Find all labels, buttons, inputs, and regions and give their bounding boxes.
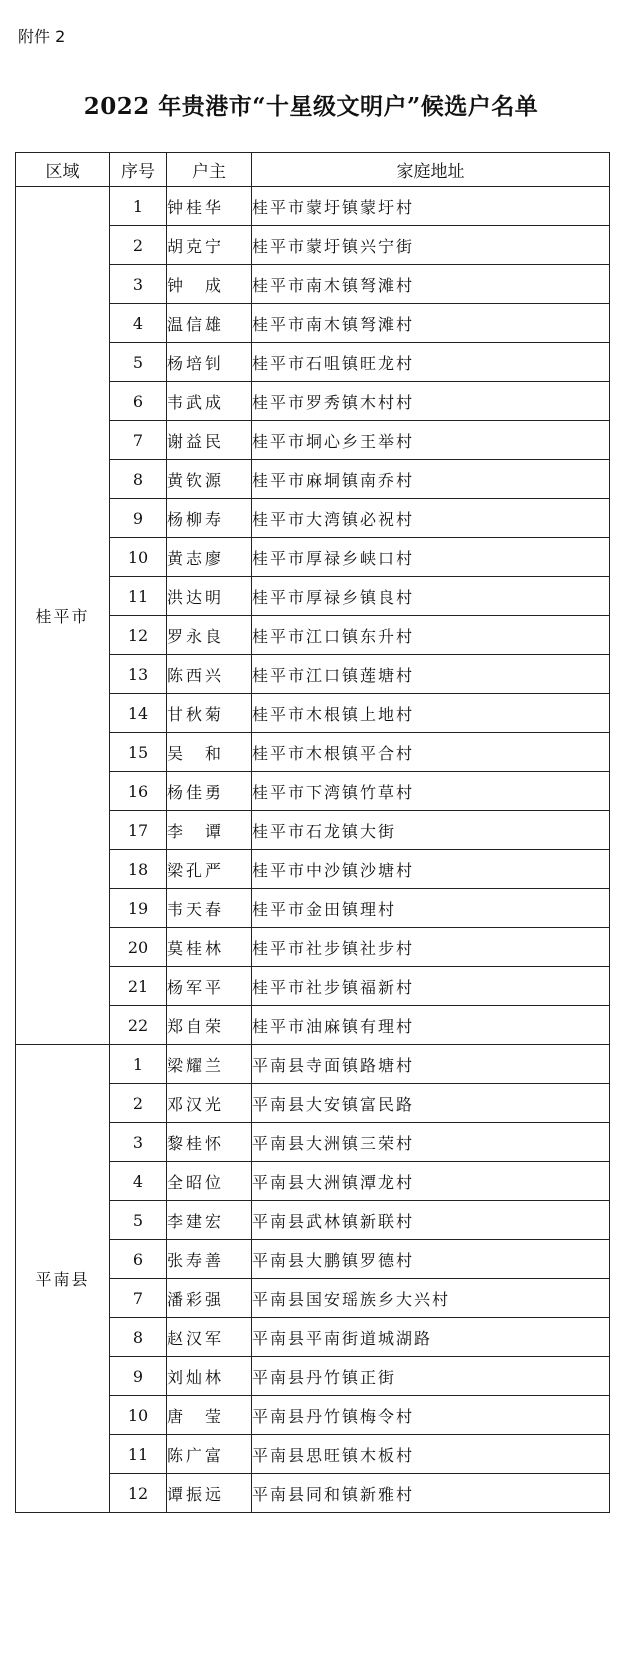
householder-cell: 杨军平 [167, 967, 252, 1006]
serial-cell: 6 [110, 1240, 167, 1279]
address-cell: 桂平市社步镇福新村 [252, 967, 610, 1006]
householder-cell: 邓汉光 [167, 1084, 252, 1123]
address-cell: 平南县大洲镇潭龙村 [252, 1162, 610, 1201]
householder-cell: 陈广富 [167, 1435, 252, 1474]
serial-cell: 4 [110, 1162, 167, 1201]
householder-cell: 赵汉军 [167, 1318, 252, 1357]
table-body [16, 187, 610, 1513]
address-cell: 桂平市麻垌镇南乔村 [252, 460, 610, 499]
address-cell: 桂平市金田镇理村 [252, 889, 610, 928]
address-cell: 桂平市中沙镇沙塘村 [252, 850, 610, 889]
householder-cell: 杨佳勇 [167, 772, 252, 811]
header-address: 家庭地址 [252, 153, 610, 187]
householder-cell: 温信雄 [167, 304, 252, 343]
address-cell: 平南县国安瑶族乡大兴村 [252, 1279, 610, 1318]
address-cell: 桂平市社步镇社步村 [252, 928, 610, 967]
address-cell: 平南县武林镇新联村 [252, 1201, 610, 1240]
header-serial: 序号 [110, 153, 167, 187]
householder-cell: 杨柳寿 [167, 499, 252, 538]
householder-cell: 黄钦源 [167, 460, 252, 499]
householder-cell: 洪达明 [167, 577, 252, 616]
address-cell: 桂平市厚禄乡峡口村 [252, 538, 610, 577]
householder-cell: 谭振远 [167, 1474, 252, 1513]
serial-cell: 19 [110, 889, 167, 928]
address-cell: 平南县思旺镇木板村 [252, 1435, 610, 1474]
serial-cell: 18 [110, 850, 167, 889]
serial-cell: 7 [110, 1279, 167, 1318]
address-cell: 桂平市江口镇莲塘村 [252, 655, 610, 694]
serial-cell: 8 [110, 1318, 167, 1357]
householder-cell: 谢益民 [167, 421, 252, 460]
serial-cell: 12 [110, 616, 167, 655]
householder-cell: 唐 莹 [167, 1396, 252, 1435]
householder-cell: 杨培钊 [167, 343, 252, 382]
table-header-row [16, 153, 610, 187]
serial-cell: 3 [110, 1123, 167, 1162]
householder-cell: 罗永良 [167, 616, 252, 655]
serial-cell: 4 [110, 304, 167, 343]
table-row [16, 187, 610, 226]
householder-cell: 李 谭 [167, 811, 252, 850]
region-cell: 桂平市 [16, 187, 110, 1045]
serial-cell: 16 [110, 772, 167, 811]
address-cell: 平南县丹竹镇梅令村 [252, 1396, 610, 1435]
document-title: 2022 年贵港市“十星级文明户”候选户名单 [83, 93, 539, 120]
address-cell: 桂平市石咀镇旺龙村 [252, 343, 610, 382]
address-cell: 平南县丹竹镇正街 [252, 1357, 610, 1396]
serial-cell: 12 [110, 1474, 167, 1513]
address-cell: 桂平市江口镇东升村 [252, 616, 610, 655]
header-region: 区域 [16, 153, 110, 187]
address-cell: 平南县大洲镇三荣村 [252, 1123, 610, 1162]
householder-cell: 梁孔严 [167, 850, 252, 889]
address-cell: 桂平市木根镇平合村 [252, 733, 610, 772]
address-cell: 桂平市蒙圩镇兴宁街 [252, 226, 610, 265]
serial-cell: 20 [110, 928, 167, 967]
serial-cell: 1 [110, 1045, 167, 1084]
householder-cell: 甘秋菊 [167, 694, 252, 733]
address-cell: 桂平市下湾镇竹草村 [252, 772, 610, 811]
serial-cell: 5 [110, 1201, 167, 1240]
address-cell: 桂平市石龙镇大街 [252, 811, 610, 850]
address-cell: 桂平市厚禄乡镇良村 [252, 577, 610, 616]
serial-cell: 9 [110, 1357, 167, 1396]
serial-cell: 1 [110, 187, 167, 226]
region-cell: 平南县 [16, 1045, 110, 1513]
serial-cell: 13 [110, 655, 167, 694]
householder-cell: 韦天春 [167, 889, 252, 928]
serial-cell: 22 [110, 1006, 167, 1045]
serial-cell: 21 [110, 967, 167, 1006]
householder-cell: 黎桂怀 [167, 1123, 252, 1162]
address-cell: 平南县大鹏镇罗德村 [252, 1240, 610, 1279]
serial-cell: 3 [110, 265, 167, 304]
address-cell: 桂平市南木镇弩滩村 [252, 265, 610, 304]
householder-cell: 张寿善 [167, 1240, 252, 1279]
address-cell: 平南县大安镇富民路 [252, 1084, 610, 1123]
serial-cell: 2 [110, 226, 167, 265]
serial-cell: 15 [110, 733, 167, 772]
householder-cell: 刘灿林 [167, 1357, 252, 1396]
serial-cell: 10 [110, 1396, 167, 1435]
householder-cell: 钟 成 [167, 265, 252, 304]
householder-cell: 钟桂华 [167, 187, 252, 226]
table-row [16, 1045, 610, 1084]
householder-cell: 全昭位 [167, 1162, 252, 1201]
serial-cell: 5 [110, 343, 167, 382]
serial-cell: 11 [110, 577, 167, 616]
candidate-table [15, 152, 610, 1513]
address-cell: 桂平市垌心乡王举村 [252, 421, 610, 460]
householder-cell: 吴 和 [167, 733, 252, 772]
householder-cell: 韦武成 [167, 382, 252, 421]
address-cell: 桂平市南木镇弩滩村 [252, 304, 610, 343]
address-cell: 平南县平南街道城湖路 [252, 1318, 610, 1357]
address-cell: 桂平市木根镇上地村 [252, 694, 610, 733]
householder-cell: 李建宏 [167, 1201, 252, 1240]
address-cell: 桂平市蒙圩镇蒙圩村 [252, 187, 610, 226]
address-cell: 平南县寺面镇路塘村 [252, 1045, 610, 1084]
householder-cell: 潘彩强 [167, 1279, 252, 1318]
householder-cell: 郑自荣 [167, 1006, 252, 1045]
householder-cell: 胡克宁 [167, 226, 252, 265]
address-cell: 平南县同和镇新雅村 [252, 1474, 610, 1513]
address-cell: 桂平市油麻镇有理村 [252, 1006, 610, 1045]
householder-cell: 黄志廖 [167, 538, 252, 577]
householder-cell: 梁耀兰 [167, 1045, 252, 1084]
attachment-label: 附件 2 [18, 27, 66, 46]
serial-cell: 8 [110, 460, 167, 499]
householder-cell: 莫桂林 [167, 928, 252, 967]
serial-cell: 6 [110, 382, 167, 421]
serial-cell: 17 [110, 811, 167, 850]
serial-cell: 7 [110, 421, 167, 460]
serial-cell: 10 [110, 538, 167, 577]
address-cell: 桂平市罗秀镇木村村 [252, 382, 610, 421]
serial-cell: 11 [110, 1435, 167, 1474]
serial-cell: 14 [110, 694, 167, 733]
householder-cell: 陈西兴 [167, 655, 252, 694]
serial-cell: 9 [110, 499, 167, 538]
address-cell: 桂平市大湾镇必祝村 [252, 499, 610, 538]
serial-cell: 2 [110, 1084, 167, 1123]
header-householder: 户主 [167, 153, 252, 187]
